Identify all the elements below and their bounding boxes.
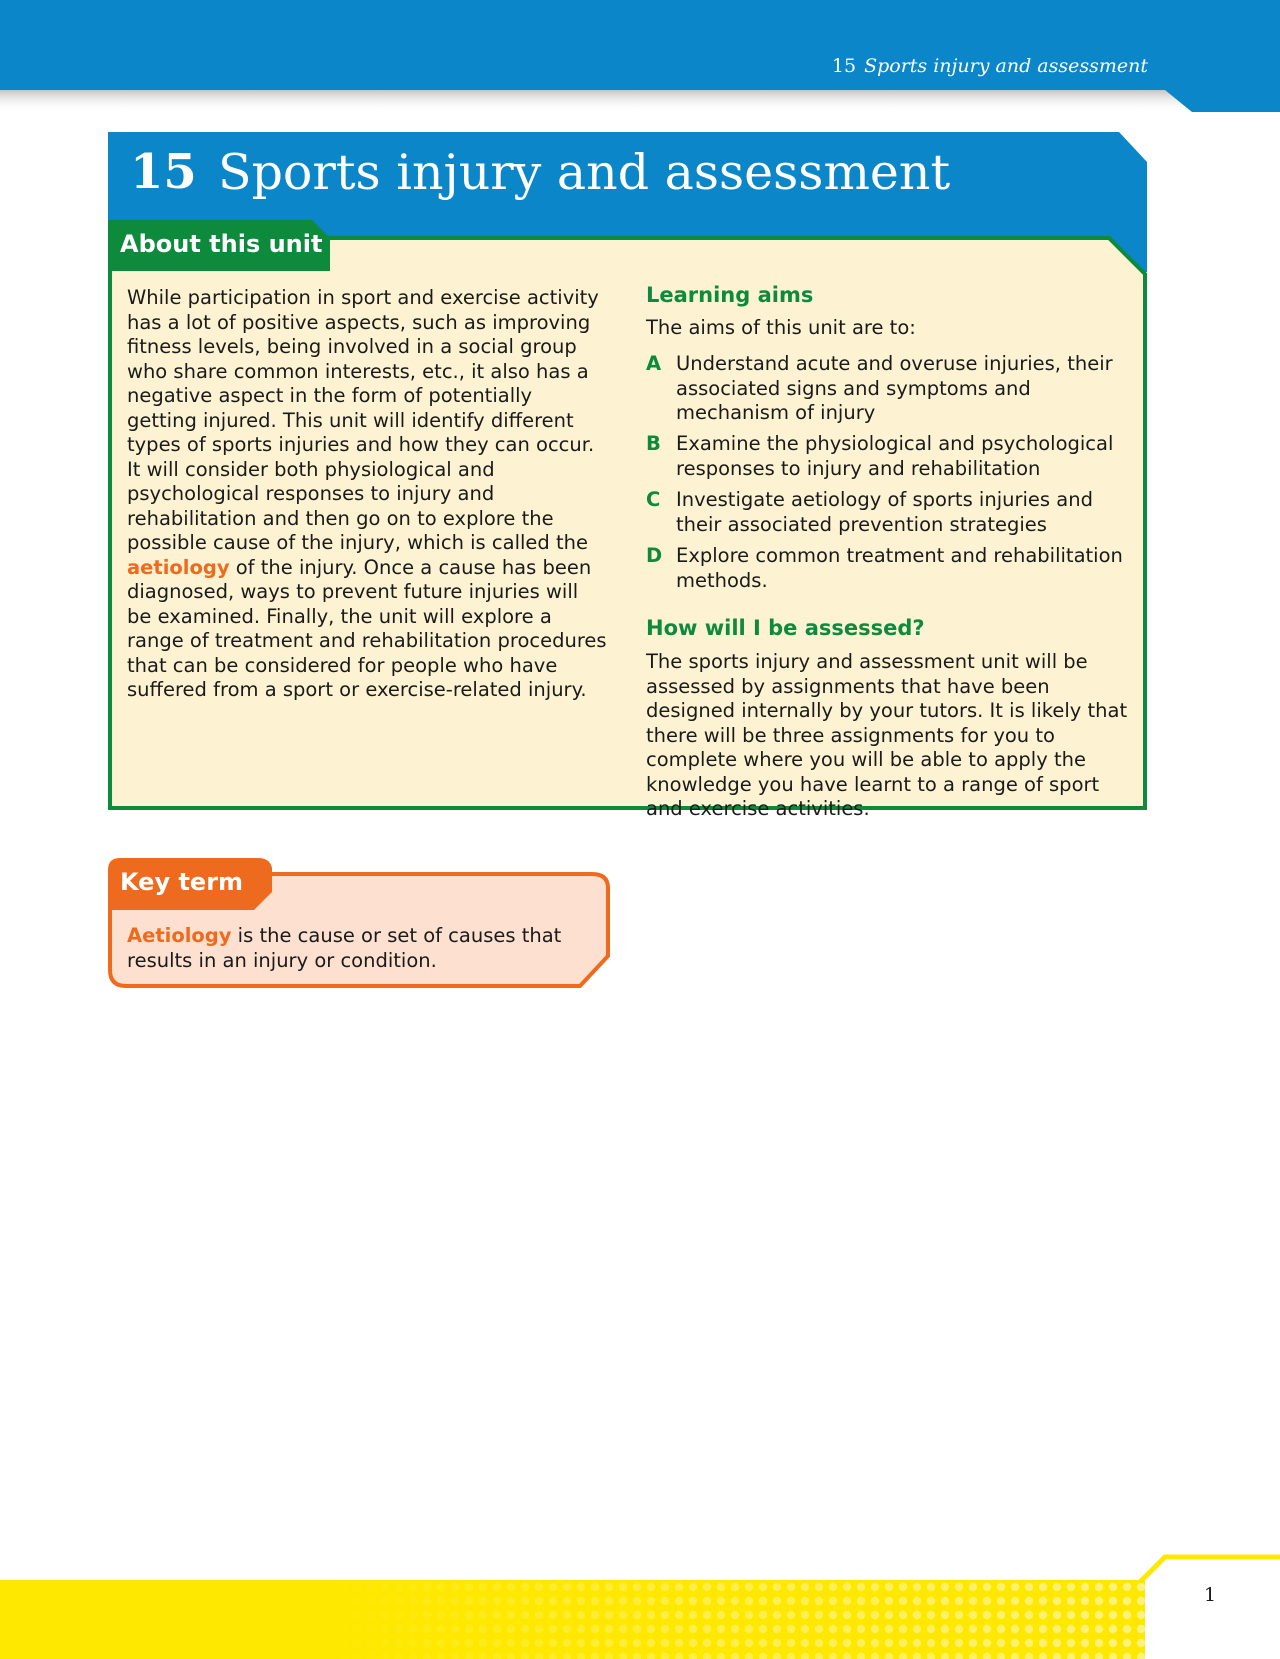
learning-aims-heading: Learning aims xyxy=(646,283,814,307)
learning-aim-d xyxy=(646,544,1136,593)
page-number: 1 xyxy=(1203,1584,1217,1606)
footer-band xyxy=(0,1552,1280,1659)
assessment-heading: How will I be assessed? xyxy=(646,616,925,640)
assessment-body: The sports injury and assessment unit will be assessed by assignments that have been designed internally by your tutors. It is likely that there will be three assignments for you to complete where you will be able to apply the knowledge you have learnt to a range of sport and exercise activities. xyxy=(646,650,1128,820)
aim-letter: C xyxy=(646,488,661,511)
aim-letter: D xyxy=(646,544,663,567)
about-body-text-2: of the injury. Once a cause has been diagnosed, ways to prevent future injuries will be examined. Finally, the unit will explore a range of treatment and rehabilitation procedures that can be considered for people who have suffered from a sport or exercise-related injury. xyxy=(127,555,607,701)
aim-letter: A xyxy=(646,352,662,375)
aim-text: Understand acute and overuse injuries, their associated signs and symptoms and mechanism of injury xyxy=(676,352,1113,424)
about-unit-body xyxy=(127,286,607,703)
about-unit-heading: About this unit xyxy=(120,230,323,258)
key-term-body xyxy=(127,924,587,973)
key-term-heading: Key term xyxy=(120,868,244,896)
learning-aim-b xyxy=(646,432,1136,481)
key-term-definition: is the cause or set of causes that results in an injury or condition. xyxy=(127,924,562,972)
running-header xyxy=(832,55,1148,77)
unit-number: 15 xyxy=(130,144,197,200)
aim-letter: B xyxy=(646,432,661,455)
running-header-title: Sports injury and assessment xyxy=(864,55,1148,77)
learning-aim-a xyxy=(646,352,1136,426)
key-term-word: Aetiology xyxy=(127,924,232,947)
aetiology-highlight: aetiology xyxy=(127,555,230,579)
aim-text: Investigate aetiology of sports injuries and their associated prevention strategies xyxy=(676,488,1093,536)
unit-title: Sports injury and assessment xyxy=(218,144,951,201)
running-header-number: 15 xyxy=(831,55,857,77)
aim-text: Explore common treatment and rehabilitation methods. xyxy=(676,544,1123,592)
learning-aim-c xyxy=(646,488,1136,537)
about-body-text-1: While participation in sport and exercise activity has a lot of positive aspects, such as improving fitness levels, being involved in a social group who share common interests, etc., it also has a negative aspect in the form of potentially getting injured. This unit will identify different types of sports injuries and how they can occur. It will consider both physiological and psychological responses to injury and rehabilitation and then go on to explore the possible cause of the injury, which is called the xyxy=(127,286,599,554)
learning-aims-intro: The aims of this unit are to: xyxy=(646,316,916,339)
aim-text: Examine the physiological and psychological responses to injury and rehabilitation xyxy=(676,432,1114,480)
